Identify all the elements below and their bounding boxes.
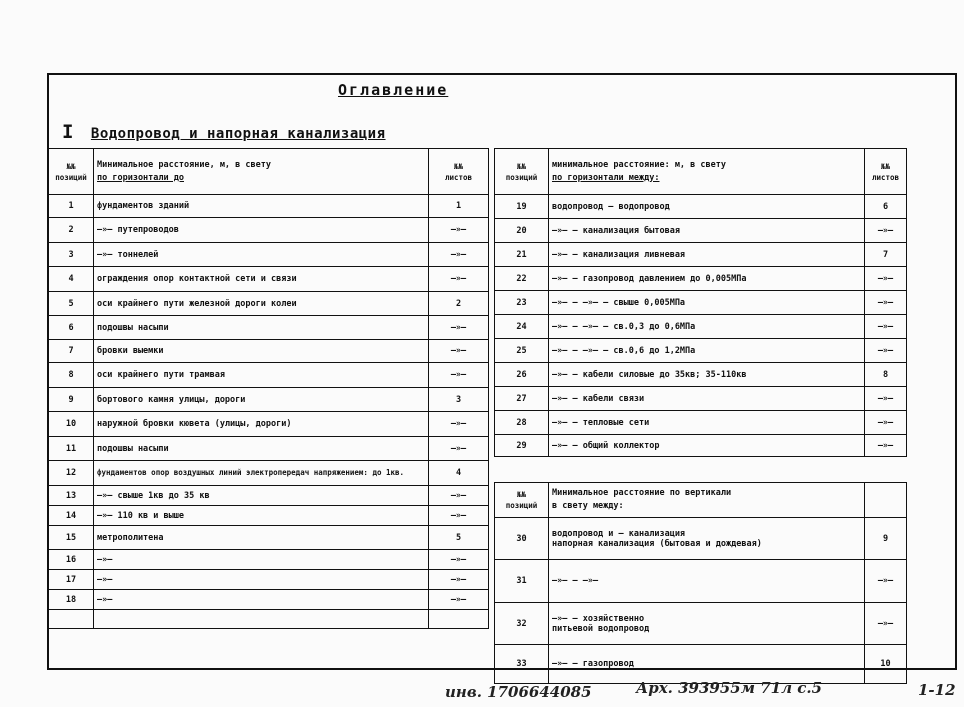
row-description: подошвы насыпи [94,316,429,340]
table-row [495,518,907,560]
row-description: —»— [94,550,429,570]
sheet-number: —»— [865,435,907,457]
position-number: 6 [49,316,94,340]
position-number: 20 [495,219,549,243]
row-description: —»— — —»— — св.0,3 до 0,6МПа [549,315,865,339]
table-row [49,363,489,388]
vertical-distance-table [494,482,907,684]
table-row [495,339,907,363]
row-description: —»— — кабели силовые до 35кв; 35-110кв [549,363,865,387]
position-number: 10 [49,412,94,437]
sheet-number [429,610,489,629]
row-description: —»— — кабели связи [549,387,865,411]
section-title: Водопровод и напорная канализация [90,126,386,142]
table-row [49,267,489,292]
row-description: —»— — —»— — св.0,6 до 1,2МПа [549,339,865,363]
row-description: —»— путепроводов [94,218,429,243]
table-row [495,291,907,315]
sheet-number: —»— [865,411,907,435]
row-description [549,560,865,603]
row-description: —»— [94,590,429,610]
sheet-number: —»— [429,267,489,292]
position-number: 7 [49,340,94,363]
position-number: 25 [495,339,549,363]
sheet-number: 3 [429,388,489,412]
row-description: водопровод — водопровод [549,195,865,219]
sheet-number: —»— [429,437,489,461]
header-position-number: №№ позиций [49,149,94,195]
header-description: минимальное расстояние: м, в свету по горизонтали между: [549,149,865,195]
table-row [495,243,907,267]
header-sheet-number: №№ листов [429,149,489,195]
position-number [49,610,94,629]
sheet-number: —»— [429,590,489,610]
table-row [49,412,489,437]
row-description-line-1: водопровод и — канализация [552,528,686,539]
table-row [49,243,489,267]
archive-number: Арх. 393955м 71л с.5 [636,679,823,697]
table-row [49,550,489,570]
sheet-number: 1 [429,195,489,218]
sheet-number: —»— [429,570,489,590]
sheet-number: —»— [429,506,489,526]
row-description: —»— — канализация ливневая [549,243,865,267]
row-description-line-1: —»— — газопровод [552,659,634,669]
sheet-number: —»— [429,243,489,267]
sheet-number: 8 [865,363,907,387]
position-number: 27 [495,387,549,411]
position-number: 32 [495,603,549,645]
table-row [495,315,907,339]
table-row [49,506,489,526]
row-description: бровки выемки [94,340,429,363]
row-description: фундаментов опор воздушных линий электропередач напряжением: до 1кв. [94,461,429,486]
position-number: 29 [495,435,549,457]
sheet-number: —»— [865,560,907,603]
header-description: Минимальное расстояние, м, в свету по горизонтали до [94,149,429,195]
row-description: —»— — канализация бытовая [549,219,865,243]
header-sheet-number: №№ листов [865,149,907,195]
horizontal-distance-table-right [494,148,907,457]
horizontal-distance-table-left [48,148,489,629]
section-number: I [62,121,74,143]
table-row [49,610,489,629]
row-description: —»— [94,570,429,590]
sheet-number: —»— [865,387,907,411]
table-row [49,570,489,590]
row-description: метрополитена [94,526,429,550]
table-row [49,461,489,486]
table-row [49,590,489,610]
row-description [549,603,865,645]
position-number: 21 [495,243,549,267]
row-description: —»— свыше 1кв до 35 кв [94,486,429,506]
sheet-number: 5 [429,526,489,550]
position-number: 1 [49,195,94,218]
table-row [495,411,907,435]
sheet-number: —»— [865,291,907,315]
position-number: 31 [495,560,549,603]
position-number: 9 [49,388,94,412]
table-row [495,267,907,291]
table-row [495,560,907,603]
position-number: 8 [49,363,94,388]
sheet-number: —»— [429,316,489,340]
section-heading [62,121,386,143]
position-number: 16 [49,550,94,570]
sheet-number: 2 [429,292,489,316]
sheet-number: —»— [429,412,489,437]
position-number: 33 [495,645,549,684]
sheet-number: —»— [865,219,907,243]
row-description: —»— — общий коллектор [549,435,865,457]
table-row [495,219,907,243]
row-description: наружной бровки кювета (улицы, дороги) [94,412,429,437]
row-description: фундаментов зданий [94,195,429,218]
row-description: —»— — —»— — свыше 0,005МПа [549,291,865,315]
position-number: 28 [495,411,549,435]
table-row [49,195,489,218]
table-row [49,340,489,363]
sheet-number: —»— [429,486,489,506]
position-number: 3 [49,243,94,267]
sheet-number: —»— [865,267,907,291]
position-number: 12 [49,461,94,486]
sheet-number: 7 [865,243,907,267]
row-description: ограждения опор контактной сети и связи [94,267,429,292]
position-number: 18 [49,590,94,610]
row-description: —»— 110 кв и выше [94,506,429,526]
page-number: 1-12 [918,681,956,699]
position-number: 17 [49,570,94,590]
table-header-row [49,149,489,195]
table-row [49,526,489,550]
position-number: 15 [49,526,94,550]
position-number: 11 [49,437,94,461]
position-number: 4 [49,267,94,292]
sheet-number: —»— [429,218,489,243]
header-position-number: №№ позиций [495,483,549,518]
position-number: 24 [495,315,549,339]
position-number: 23 [495,291,549,315]
page-title: Оглавление [338,81,449,99]
row-description: —»— тоннелей [94,243,429,267]
position-number: 13 [49,486,94,506]
sheet-number: 10 [865,645,907,684]
row-description: —»— — тепловые сети [549,411,865,435]
row-description [94,610,429,629]
sheet-number: —»— [429,340,489,363]
table-row [49,486,489,506]
table-row [495,387,907,411]
table-header-row [495,149,907,195]
sheet-number: —»— [865,339,907,363]
row-description-line-2: напорная канализация (бытовая и дождевая) [552,538,762,549]
position-number: 2 [49,218,94,243]
sheet-number: —»— [429,363,489,388]
sheet-number: —»— [865,603,907,645]
header-position-number: №№ позиций [495,149,549,195]
table-row [495,363,907,387]
position-number: 19 [495,195,549,219]
sheet-number: 9 [865,518,907,560]
header-description: Минимальное расстояние по вертикали в свету между: [549,483,865,518]
row-description: —»— — газопровод давлением до 0,005МПа [549,267,865,291]
row-description-line-2: питьевой водопровод [552,623,650,634]
sheet-number: 4 [429,461,489,486]
table-row [49,388,489,412]
position-number: 30 [495,518,549,560]
sheet-number: 6 [865,195,907,219]
row-description: бортового камня улицы, дороги [94,388,429,412]
table-row [49,218,489,243]
table-row [495,435,907,457]
position-number: 26 [495,363,549,387]
table-row [49,437,489,461]
inventory-stamp: инв. 1706644085 [445,683,592,701]
row-description-line-1: —»— — —»— [552,576,599,586]
table-row [495,195,907,219]
row-description [549,645,865,684]
row-description: оси крайнего пути трамвая [94,363,429,388]
position-number: 5 [49,292,94,316]
table-row [495,603,907,645]
position-number: 22 [495,267,549,291]
row-description: оси крайнего пути железной дороги колеи [94,292,429,316]
row-description: подошвы насыпи [94,437,429,461]
row-description-line-1: —»— — хозяйственно [552,613,645,624]
table-row [49,316,489,340]
table-row [49,292,489,316]
sheet-number: —»— [429,550,489,570]
row-description [549,518,865,560]
table-row [495,645,907,684]
header-sheet-number [865,483,907,518]
sheet-number: —»— [865,315,907,339]
position-number: 14 [49,506,94,526]
table-header-row [495,483,907,518]
